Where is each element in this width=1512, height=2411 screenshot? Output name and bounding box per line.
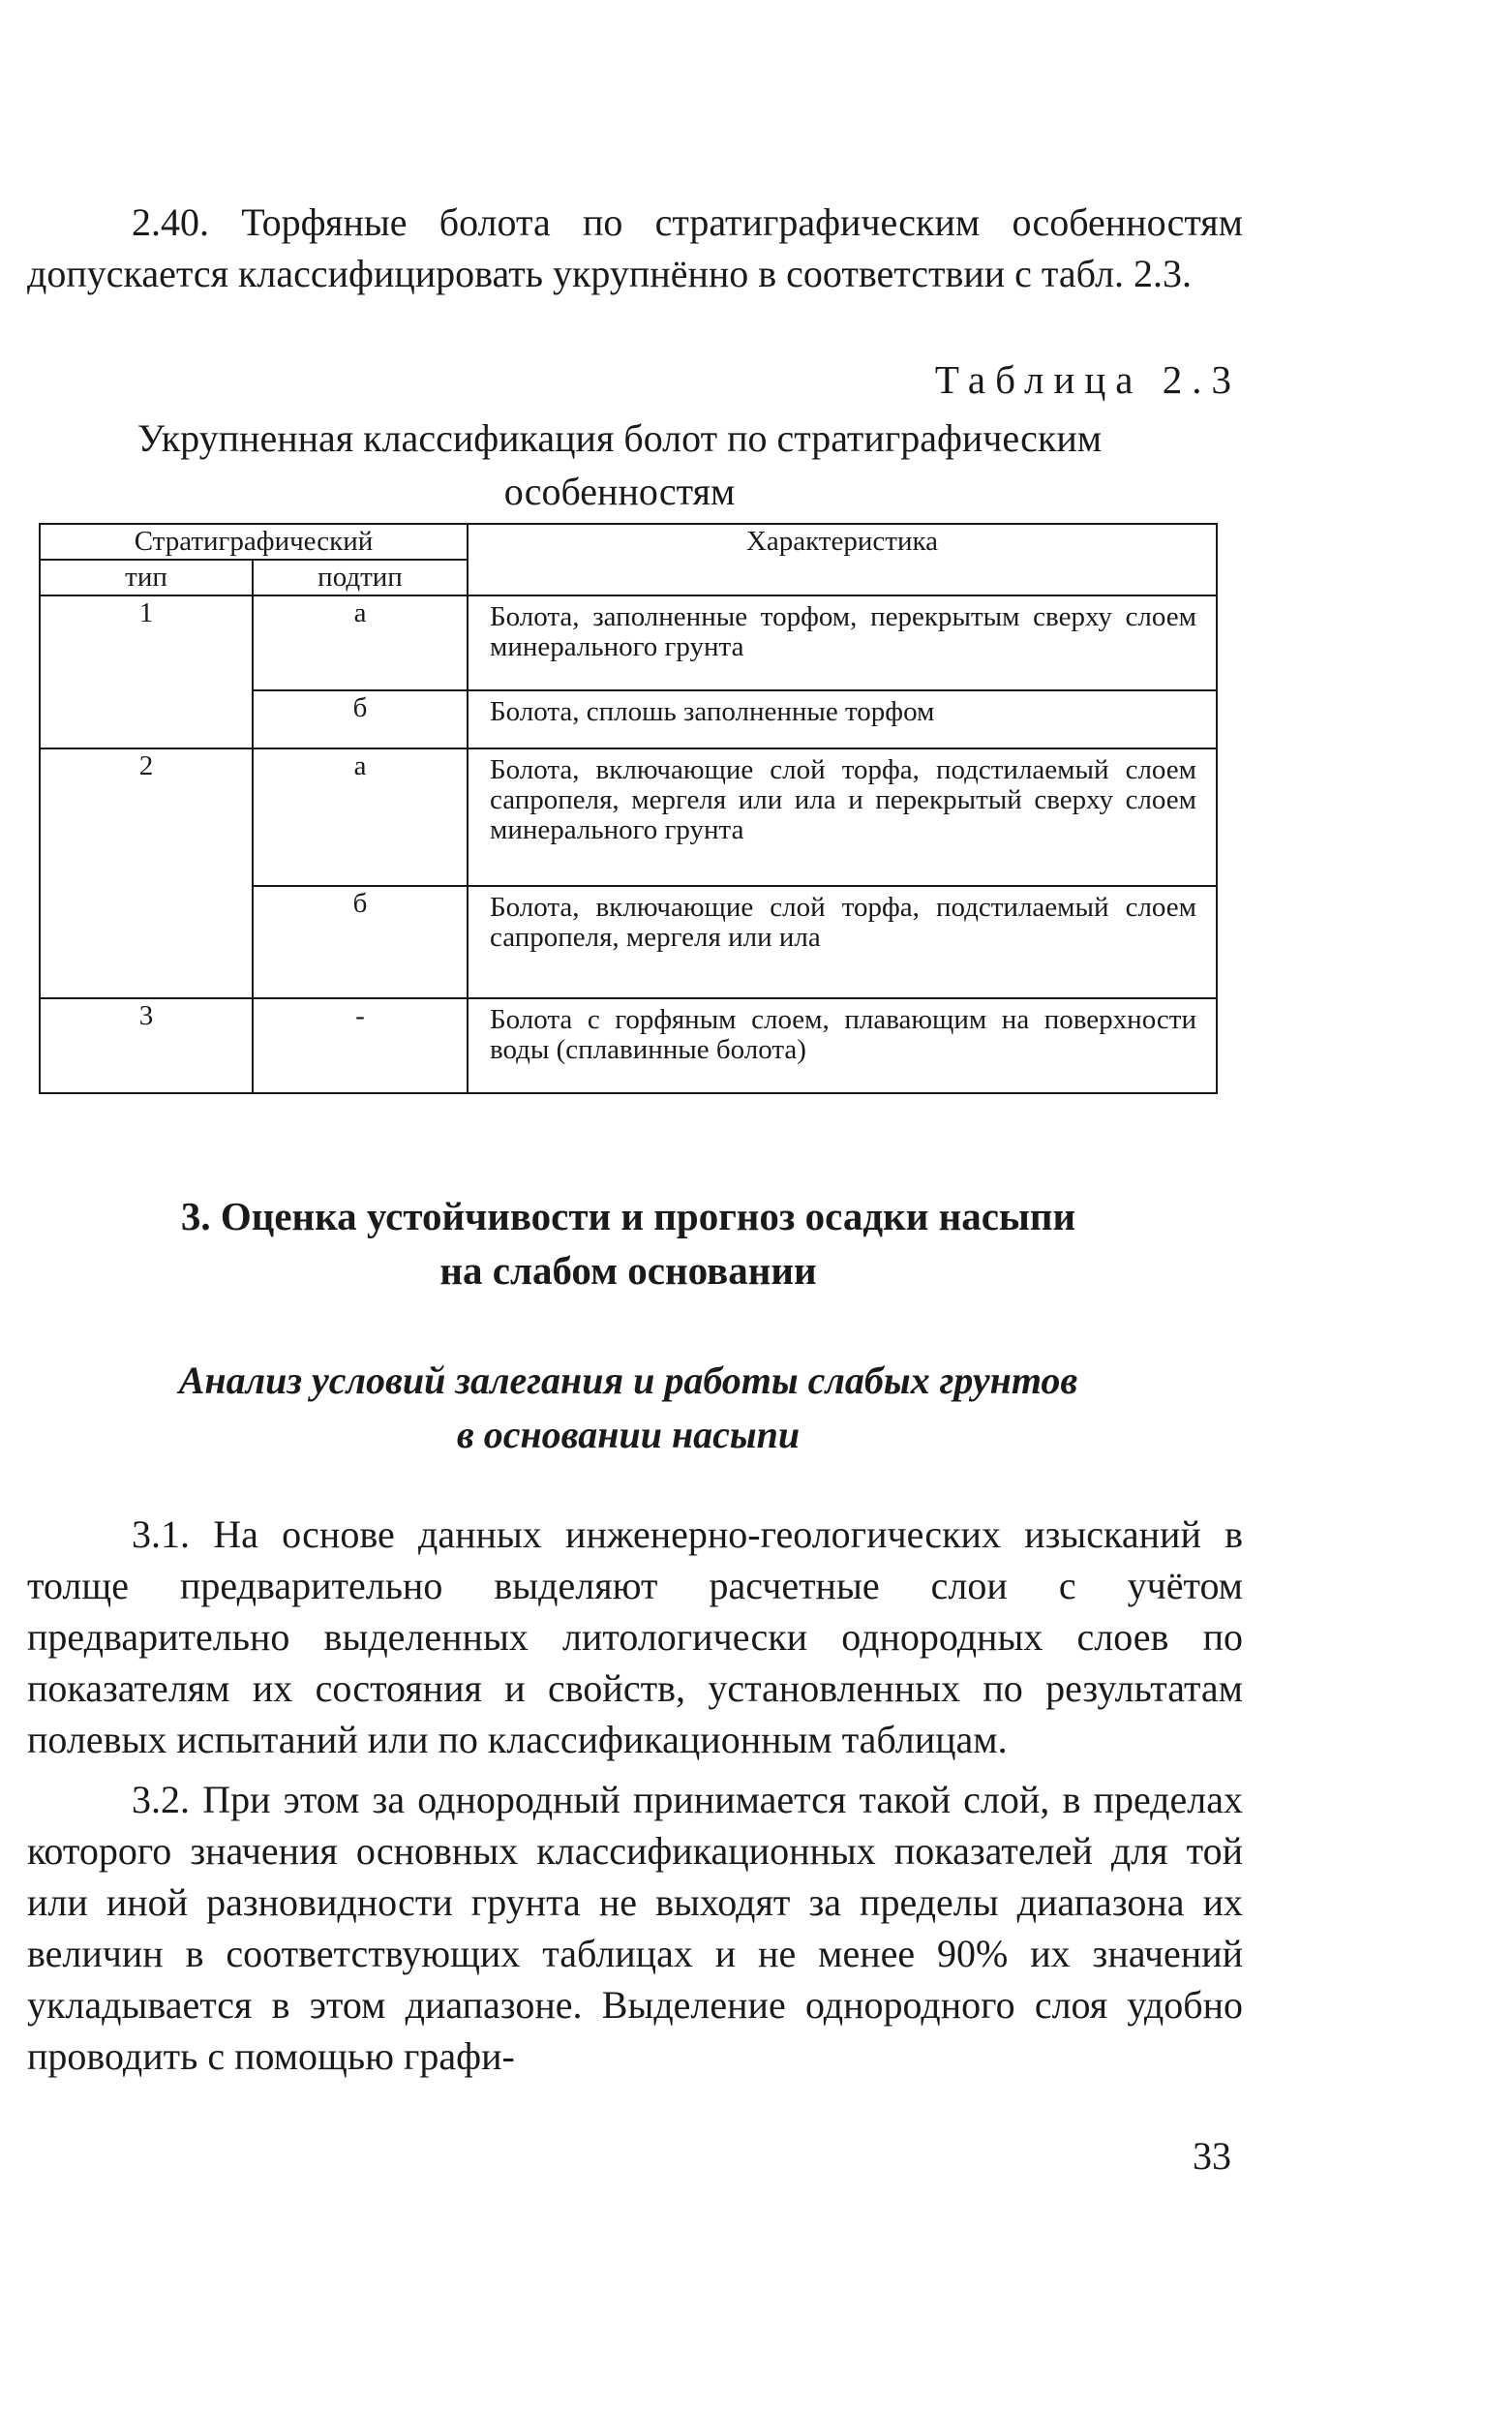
- cell-subtype: б: [253, 886, 468, 998]
- table-title: Укрупненная классификация болот по стратиграфическим особенностям: [136, 416, 1103, 513]
- cell-description: Болота с горфяным слоем, плавающим на поверхности воды (сплавинные болота): [468, 998, 1217, 1093]
- header-subtype: подтип: [253, 560, 468, 595]
- cell-description: Болота, сплошь заполненные торфом: [468, 690, 1217, 748]
- classification-table: [39, 523, 1218, 1094]
- header-type: тип: [40, 560, 253, 595]
- paragraph-text: 2.40. Торфяные болота по стратиграфическим особенностям допускается классифицировать укрупнённо в соответствии с табл. 2.3.: [27, 200, 1243, 295]
- cell-description: Болота, заполненные торфом, перекрытым сверху слоем минерального грунта: [468, 595, 1217, 690]
- paragraph-text: 3.1. На основе данных инженерно-геологических изысканий в толще предварительно выделяют расчетные слои с учётом предварительно выделенных литологически однородных слоев по показателям их состояния и свойств, установленных по результатам полевых испытаний или по классификационным таблицам.: [27, 1512, 1243, 1761]
- cell-description: Болота, включающие слой торфа, подстилаемый слоем сапропеля, мергеля или ила и перекрытый сверху слоем минерального грунта: [468, 748, 1217, 886]
- cell-type: 3: [40, 998, 253, 1093]
- section-heading-line: 3. Оценка устойчивости и прогноз осадки насыпи: [180, 1194, 1076, 1238]
- section-heading: [39, 1189, 1218, 1297]
- header-stratigraphic: Стратиграфический: [40, 524, 468, 560]
- paragraph-text: 3.2. При этом за однородный принимается такой слой, в пределах которого значения основных классификационных показателей для той или иной разновидности грунта не выходят за пределы диапазона их величин в соответствующих таблицах и не менее 90% их значений укладывается в этом диапазоне. Выделение однородного слоя удобно проводить с помощью графи-: [27, 1778, 1243, 2078]
- cell-subtype: а: [253, 595, 468, 690]
- cell-type: 1: [40, 595, 253, 748]
- cell-subtype: -: [253, 998, 468, 1093]
- paragraph-3-1: [27, 1509, 1243, 1765]
- table-row: [40, 748, 1217, 886]
- subsection-heading-line: в основании насыпи: [456, 1413, 801, 1456]
- table-header-row: [40, 524, 1217, 560]
- paragraph-3-2: [27, 1774, 1243, 2082]
- cell-subtype: а: [253, 748, 468, 886]
- table-number: Таблица 2.3: [934, 357, 1241, 402]
- section-heading-line: на слабом основании: [439, 1248, 817, 1293]
- table-row: [40, 998, 1217, 1093]
- paragraph-2-40: [27, 197, 1243, 299]
- subsection-heading-line: Анализ условий залегания и работы слабых грунтов: [178, 1358, 1078, 1402]
- subsection-heading: [39, 1354, 1218, 1462]
- cell-description: Болота, включающие слой торфа, подстилаемый слоем сапропеля, мергеля или ила: [468, 886, 1217, 998]
- cell-type: 2: [40, 748, 253, 998]
- cell-subtype: б: [253, 690, 468, 748]
- page-number: 33: [1193, 2134, 1231, 2178]
- header-characteristic: Характеристика: [468, 524, 1217, 595]
- table-row: [40, 595, 1217, 690]
